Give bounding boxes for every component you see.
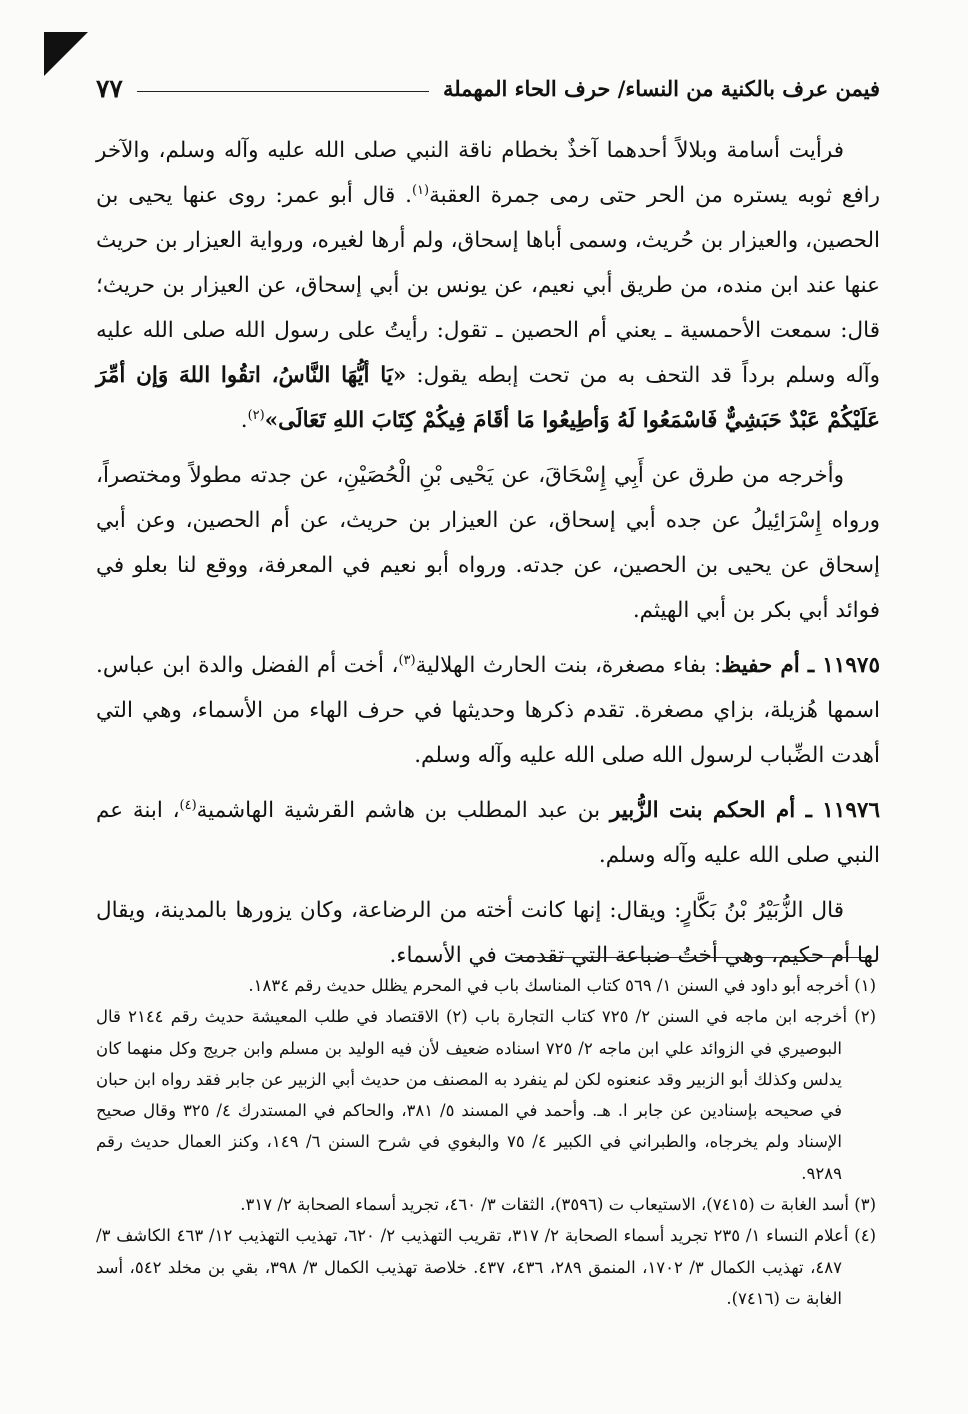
text-span: . <box>240 408 248 433</box>
entry-heading: ١١٩٧٥ ـ أم حفيظ <box>721 653 880 678</box>
text-span: ، أخت أم الفضل والدة ابن عباس. اسمها هُزيلة، بزاي مصغرة. تقدم ذكرها وحديثها في حرف الهاء من الأسماء، وهي التي أهدت الضِّباب لرسول الله صلى الله عليه وآله وسلم. <box>96 653 880 768</box>
footnote: (٣) أسد الغابة ت (٧٤١٥)، الاستيعاب ت (٣٥٩٦)، الثقات ٣/ ٤٦٠، تجريد أسماء الصحابة ٢/ ٣١٧. <box>240 1195 876 1215</box>
footnote: (١) أخرجه أبو داود في السنن ١/ ٥٦٩ كتاب المناسك باب في المحرم يظلل حديث رقم ١٨٣٤. <box>248 976 876 995</box>
footnote-ref: (٢) <box>247 407 265 423</box>
footnote-separator <box>515 957 871 958</box>
running-header <box>96 68 880 108</box>
main-text <box>96 128 880 988</box>
paragraph: وأخرجه من طرق عن أَبِي إِسْحَاقَ، عن يَحْيى بْنِ الْحُصَيْنِ، عن جدته مطولاً ومختصراً، ورواه إِسْرَائِيلُ عن جده أبي إسحاق، عن العيزار بن حريث، عن أم الحصين، وعن أبي إسحاق عن يحيى بن الحصين، عن جدته. ورواه أبو نعيم في المعرفة، ووقع لنا بعلو في فوائد أبي بكر بن أبي الهيثم. <box>96 463 880 623</box>
text-span: بن عبد المطلب بن هاشم القرشية الهاشمية <box>196 798 610 823</box>
hadith-quote: «يَا أيُّهَا النَّاسُ، اتقُوا اللهَ وَإن أمِّرَ عَلَيْكُمْ عَبْدٌ حَبَشِيٌّ فَاسْمَعُوا لَهُ وَأطِيعُوا مَا أقَامَ فِيكُمْ كِتَابَ اللهِ تَعَالَى» <box>96 363 880 433</box>
footnote-ref: (١) <box>411 182 430 198</box>
paragraph <box>96 128 880 443</box>
footnotes <box>96 970 876 1314</box>
footnote-ref: (٤) <box>179 797 197 813</box>
running-title: فيمن عرف بالكنية من النساء/ حرف الحاء المهملة <box>442 75 880 101</box>
text-span: : بفاء مصغرة، بنت الحارث الهلالية <box>415 653 722 678</box>
header-rule <box>137 91 429 92</box>
page-corner-marker <box>44 32 88 76</box>
entry-heading: ١١٩٧٦ ـ أم الحكم بنت الزُّبير <box>609 798 880 823</box>
footnote: (٢) أخرجه ابن ماجه في السنن ٢/ ٧٢٥ كتاب التجارة باب (٢) الاقتصاد في طلب المعيشة حديث رقم ٢١٤٤ قال البوصيري في الزوائد علي ابن ماجه ٢/ ٧٢٥ اسناده ضعيف لأن فيه الوليد بن مسلم وابن جريج وكل منهما كان يدلس وكذلك أبو الزبير وقد عنعنوه لكن لم ينفرد به المصنف من حديث أبي الزبير عن جابر فقد رواه ابن حبان في صحيحه بإسنادين عن جابر ا. هـ. وأحمد في المسند ٥/ ٣٨١، والحاكم في المستدرك ٤/ ٣٢٥ وقال صحيح الإسناد ولم يخرجاه، والطبراني في الكبير ٤/ ٧٥ والبغوي في شرح السنن ٦/ ١٤٩، وكنز العمال حديث رقم ٩٢٨٩. <box>96 1007 877 1183</box>
text-span: . قال أبو عمر: روى عنها يحيى بن الحصين، والعيزار بن حُريث، وسمى أباها إسحاق، ولم أرها لغيره، ورواية العيزار بن حريث عنها عند ابن منده، من طريق أبي نعيم، عن يونس بن أبي إسحاق، عن العيزار بن حريث؛ قال: سمعت الأحمسية ـ يعني أم الحصين ـ تقول: رأيتُ على رسول الله صلى الله عليه وآله وسلم برداً قد التحف به من تحت إبطه يقول: <box>96 183 880 388</box>
text-span: فرأيت أسامة وبلالاً أحدهما آخذٌ بخطام ناقة النبي صلى الله عليه وآله وسلم، والآخر رافع ثوبه يستره من الحر حتى رمى جمرة العقبة <box>96 138 880 208</box>
footnote-ref: (٣) <box>398 652 416 668</box>
footnote: (٤) أعلام النساء ١/ ٢٣٥ تجريد أسماء الصحابة ٢/ ٣١٧، تقريب التهذيب ٢/ ٦٢٠، تهذيب التهذيب ١٢/ ٤٦٣ الكاشف ٣/ ٤٨٧، تهذيب الكمال ٣/ ١٧٠٢، المنمق ٢٨٩، ٤٣٦، ٤٣٧. خلاصة تهذيب الكمال ٣/ ٣٩٨، بقي بن مخلد ٥٤٢، أسد الغابة ت (٧٤١٦). <box>96 1226 876 1308</box>
entry-11975 <box>96 643 880 778</box>
paragraph: قال الزُّبَيْرُ بْنُ بَكَّارٍ: ويقال: إنها كانت أخته من الرضاعة، وكان يزورها بالمدينة، ويقال لها أم حكيم، وهي أختُ ضباعة التي تقدمت في الأسماء. <box>96 898 880 968</box>
page-number: ٧٧ <box>96 73 123 103</box>
entry-11976 <box>96 788 880 878</box>
text-span: ، ابنة عم النبي صلى الله عليه وآله وسلم. <box>96 798 880 868</box>
